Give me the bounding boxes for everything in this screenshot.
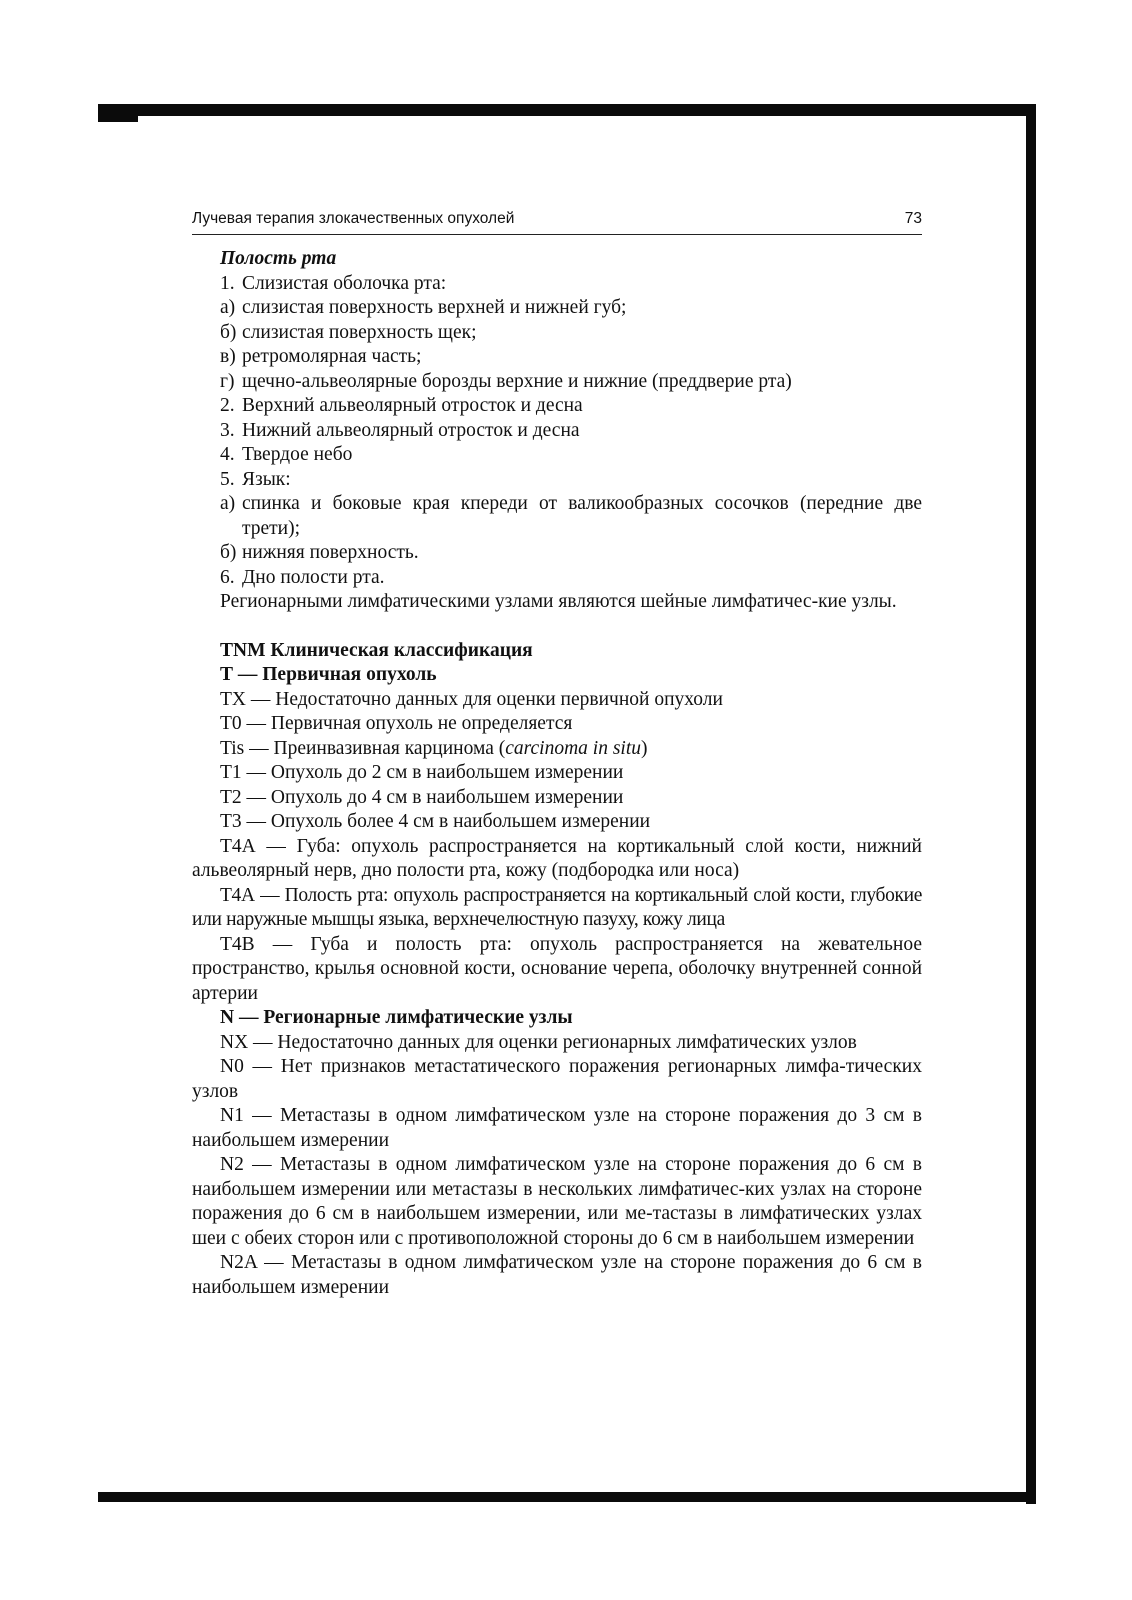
tnm-title: TNM Клиническая классификация bbox=[220, 639, 533, 661]
list-marker: в) bbox=[220, 346, 236, 367]
list-text: щечно-альвеолярные борозды верхние и нижние (преддверие рта) bbox=[242, 370, 792, 392]
list-marker: 2. bbox=[220, 395, 235, 416]
tnm-entry-t0: Т0 — Первичная опухоль не определяется bbox=[220, 713, 573, 734]
tnm-entry-t4a-oral: Т4А — Полость рта: опухоль распространяется на кортикальный слой кости, глубокие или наружные мышцы языка, верхнечелюстную пазуху, кожу лица bbox=[192, 884, 922, 930]
list-marker: 6. bbox=[220, 566, 235, 588]
list-text: слизистая поверхность верхней и нижней губ; bbox=[242, 297, 627, 318]
list-text: Верхний альвеолярный отросток и десна bbox=[242, 395, 583, 416]
list-item bbox=[192, 394, 922, 419]
tnm-entry-n1: N1 — Метастазы в одном лимфатическом узле на стороне поражения до 3 см в наибольшем измерении bbox=[192, 1105, 922, 1151]
list-item bbox=[192, 321, 922, 346]
scan-border-notch bbox=[98, 104, 138, 122]
running-header bbox=[192, 206, 922, 235]
list-marker: г) bbox=[220, 370, 235, 392]
tnm-entry-t1: Т1 — Опухоль до 2 см в наибольшем измерении bbox=[220, 762, 624, 783]
tnm-entry-n0: N0 — Нет признаков метастатического поражения регионарных лимфа-тических узлов bbox=[192, 1056, 922, 1102]
tnm-entry-t2: Т2 — Опухоль до 4 см в наибольшем измерении bbox=[220, 786, 624, 808]
list-marker: б) bbox=[220, 542, 237, 563]
list-item bbox=[192, 443, 922, 468]
tnm-entry-t4b: Т4В — Губа и полость рта: опухоль распространяется на жевательное пространство, крылья основной кости, основание черепа, оболочку внутренней сонной артерии bbox=[192, 933, 922, 1004]
scan-border-right bbox=[1026, 104, 1036, 1504]
page-number: 73 bbox=[904, 210, 922, 227]
list-item bbox=[192, 541, 922, 566]
list-marker: 5. bbox=[220, 468, 235, 490]
tnm-entry-nx: NX — Недостаточно данных для оценки регионарных лимфатических узлов bbox=[220, 1031, 857, 1053]
running-header-title: Лучевая терапия злокачественных опухолей bbox=[192, 210, 515, 227]
tnm-entry-t3: Т3 — Опухоль более 4 см в наибольшем измерении bbox=[220, 811, 651, 832]
tnm-entry-n2a: N2A — Метастазы в одном лимфатическом узле на стороне поражения до 6 см в наибольшем измерении bbox=[192, 1252, 922, 1298]
section-title-oral-cavity: Полость рта bbox=[220, 248, 337, 269]
tnm-entry-t4a-lip: Т4А — Губа: опухоль распространяется на кортикальный слой кости, нижний альвеолярный нерв, дно полости рта, кожу (подбородка или носа) bbox=[192, 835, 922, 881]
tis-prefix: Tis — Преинвазивная карцинома ( bbox=[220, 737, 506, 759]
list-marker: 3. bbox=[220, 419, 235, 441]
list-text: Твердое небо bbox=[242, 444, 353, 465]
scan-border-bottom bbox=[98, 1492, 1034, 1502]
list-marker: а) bbox=[220, 297, 236, 318]
list-item bbox=[192, 468, 922, 493]
list-text: спинка и боковые края кпереди от валикообразных сосочков (передние две трети); bbox=[242, 493, 922, 539]
list-item bbox=[192, 345, 922, 370]
tnm-entry-tis bbox=[192, 737, 922, 762]
list-item bbox=[192, 566, 922, 591]
page-content bbox=[192, 247, 922, 1300]
list-text: Дно полости рта. bbox=[242, 566, 385, 588]
list-marker: 4. bbox=[220, 444, 235, 465]
list-text: слизистая поверхность щек; bbox=[242, 321, 477, 343]
list-marker: а) bbox=[220, 493, 236, 514]
section-gap bbox=[192, 615, 922, 639]
tis-latin-term: carcinoma in situ bbox=[505, 737, 642, 759]
list-text: Слизистая оболочка рта: bbox=[242, 272, 447, 294]
t-section-title: Т — Первичная опухоль bbox=[220, 664, 437, 685]
list-text: Нижний альвеолярный отросток и десна bbox=[242, 419, 580, 441]
tnm-entry-tx: ТХ — Недостаточно данных для оценки первичной опухоли bbox=[220, 688, 723, 710]
list-item bbox=[192, 296, 922, 321]
list-item bbox=[192, 370, 922, 395]
list-text: Язык: bbox=[242, 468, 291, 490]
list-marker: б) bbox=[220, 321, 237, 343]
list-item bbox=[192, 272, 922, 297]
tnm-entry-n2: N2 — Метастазы в одном лимфатическом узле на стороне поражения до 6 см в наибольшем измерении или метастазы в нескольких лимфатичес-ких узлах на стороне поражения до 6 см в наибольшем измерении, или ме-тастазы в лимфатических узлах шеи с обеих сторон или с противоположной стороны до 6 см в наибольшем измерении bbox=[192, 1154, 922, 1249]
list-marker: 1. bbox=[220, 272, 235, 294]
tis-suffix: ) bbox=[641, 737, 648, 759]
scan-border-top bbox=[98, 104, 1034, 116]
list-item bbox=[192, 419, 922, 444]
list-item bbox=[192, 492, 922, 541]
regional-nodes-note: Регионарными лимфатическими узлами являются шейные лимфатичес-кие узлы. bbox=[220, 591, 897, 612]
list-text: ретромолярная часть; bbox=[242, 346, 422, 367]
list-text: нижняя поверхность. bbox=[242, 542, 419, 563]
n-section-title: N — Регионарные лимфатические узлы bbox=[220, 1007, 573, 1028]
